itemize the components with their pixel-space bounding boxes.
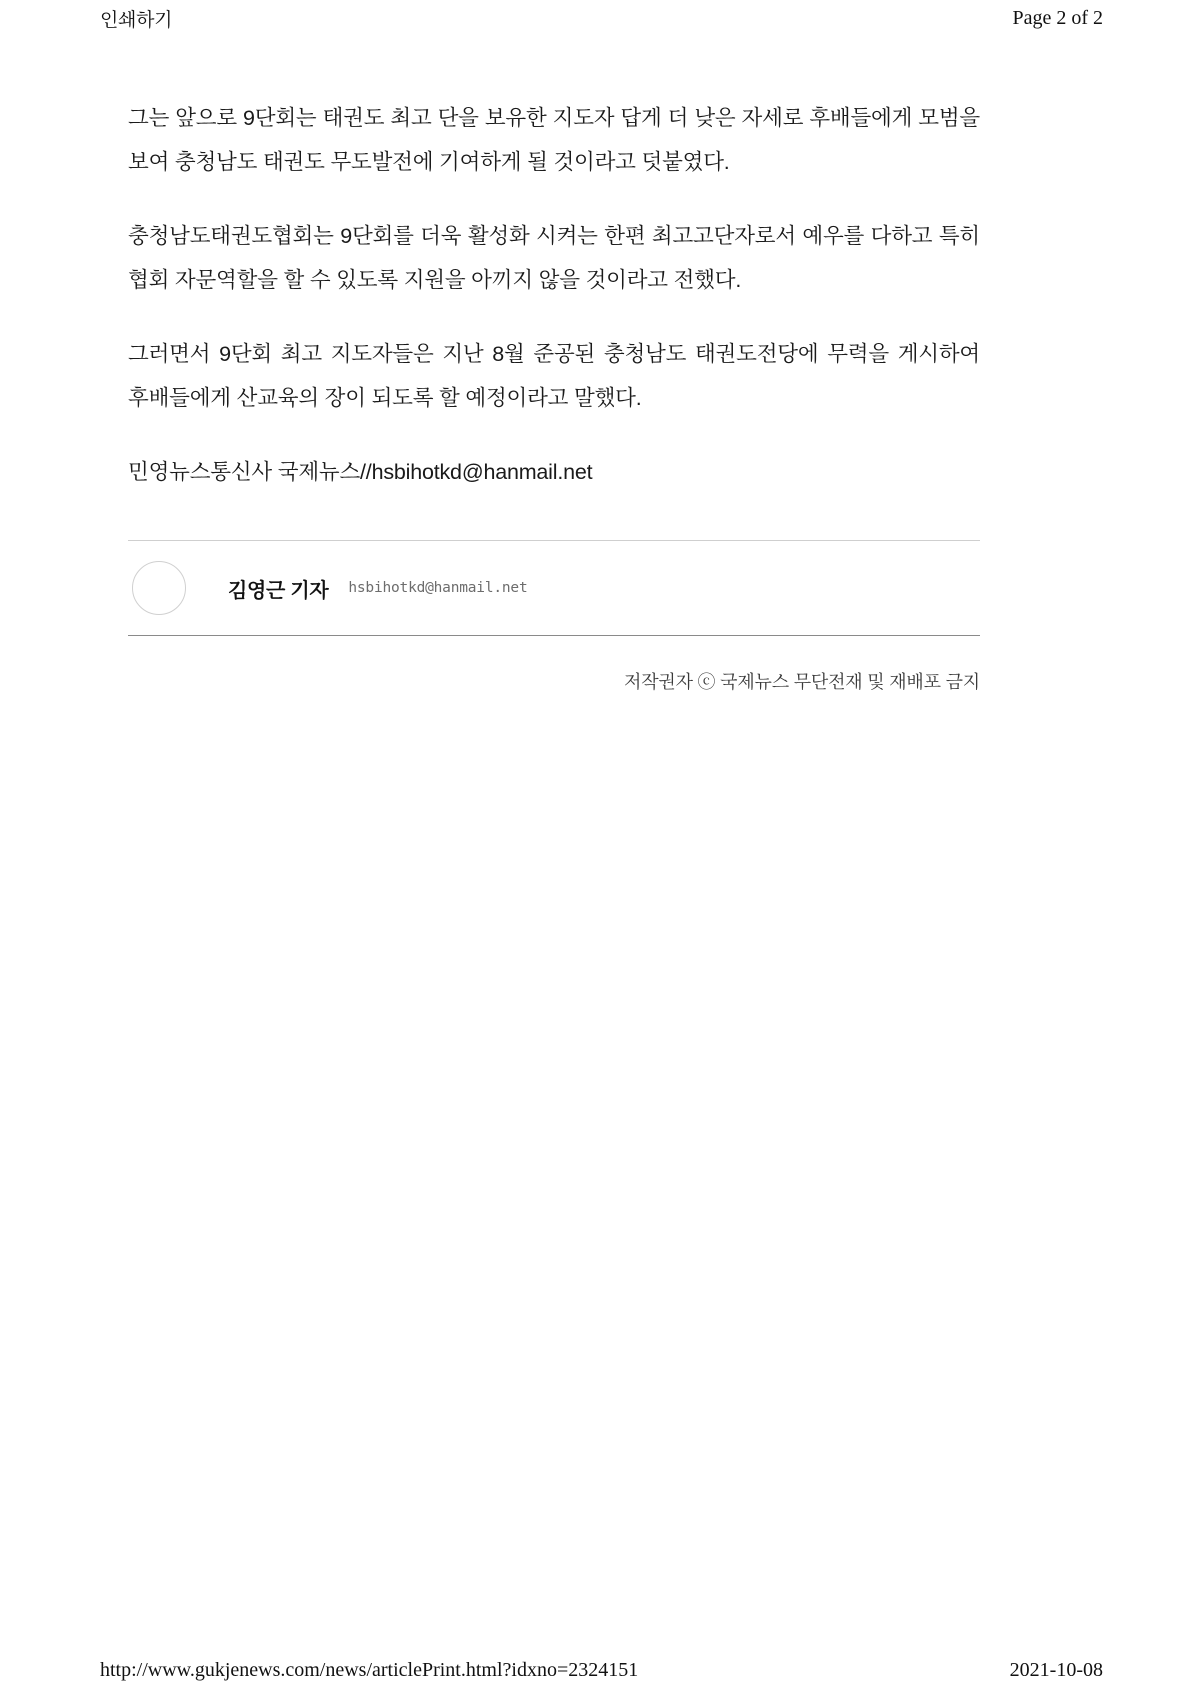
article-paragraph: 그러면서 9단회 최고 지도자들은 지난 8월 준공된 충청남도 태권도전당에 무력을 게시하여 후배들에게 산교육의 장이 되도록 할 예정이라고 말했다. [128,342,980,410]
copyright-notice: 저작권자 ⓒ 국제뉴스 무단전재 및 재배포 금지 [624,672,980,692]
article-source-line: 민영뉴스통신사 국제뉴스//hsbihotkd@hanmail.net [128,460,593,484]
footer-date: 2021-10-08 [1009,1658,1103,1681]
article-body [128,96,980,494]
article-paragraph: 그는 앞으로 9단회는 태권도 최고 단을 보유한 지도자 답게 더 낮은 자세로 후배들에게 모범을 보여 충청남도 태권도 무도발전에 기여하게 될 것이라고 덧붙였다. [128,106,980,174]
print-footer [100,1655,1103,1685]
page-indicator: Page 2 of 2 [1012,6,1103,29]
print-header [100,0,1103,36]
reporter-row [128,541,980,635]
print-link[interactable]: 인쇄하기 [100,9,173,31]
footer-url: http://www.gukjenews.com/news/articlePrint.html?idxno=2324151 [100,1658,639,1681]
reporter-name: 김영근 기자 [228,579,329,602]
reporter-email[interactable]: hsbihotkd@hanmail.net [348,580,528,596]
article-paragraph: 충청남도태권도협회는 9단회를 더욱 활성화 시켜는 한편 최고고단자로서 예우를 다하고 특히 협회 자문역할을 할 수 있도록 지원을 아끼지 않을 것이라고 전했다. [128,224,980,292]
byline-block [128,540,980,636]
divider-bottom [128,635,980,636]
avatar [132,561,186,615]
